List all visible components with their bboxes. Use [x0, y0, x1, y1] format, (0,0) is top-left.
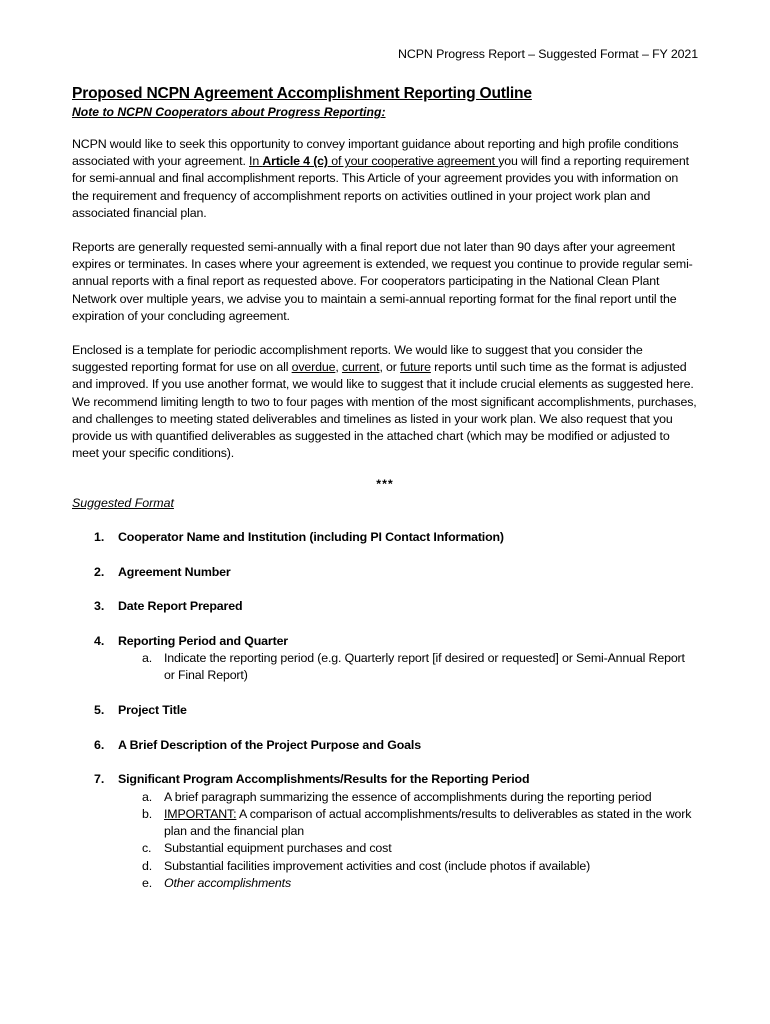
outline-item: 4. Reporting Period and Quarter a. Indicate the reporting period (e.g. Quarterly report [if desired or requested] or Semi-Annual Report or Final Report) — [72, 633, 698, 685]
sub-list — [118, 650, 698, 684]
outline-item: 1. Cooperator Name and Institution (including PI Contact Information) — [94, 529, 504, 544]
outline-item: 2. Agreement Number — [94, 564, 231, 579]
format-outline — [72, 529, 698, 892]
paragraph-1: NCPN would like to seek this opportunity to convey important guidance about reporting and high profile conditions associated with your agreement. In Article 4 (c) of your cooperative agreement you will find a reporting requirement for semi-annual and final accomplishment reports. This Article of your agreement provides you with information on the requirement and frequency of accomplishment reports on activities outlined in your project work plan and associated financial plan. — [72, 137, 689, 220]
outline-item: 5. Project Title — [94, 703, 187, 718]
sub-item: d. Substantial facilities improvement activities and cost (include photos if available) — [142, 858, 591, 873]
sub-item: b. IMPORTANT: A comparison of actual accomplishments/results to deliverables as stated in the work plan and the financial plan — [142, 806, 692, 839]
running-header: NCPN Progress Report – Suggested Format – FY 2021 — [398, 47, 698, 61]
section-separator: *** — [376, 477, 394, 492]
sub-item: c. Substantial equipment purchases and cost — [142, 841, 392, 856]
sub-item: a. A brief paragraph summarizing the essence of accomplishments during the reporting period — [142, 789, 652, 804]
important-label: IMPORTANT: — [164, 806, 237, 821]
outline-item: 6. A Brief Description of the Project Purpose and Goals — [94, 737, 421, 752]
current-term: current — [341, 360, 380, 375]
paragraph-3: Enclosed is a template for periodic accomplishment reports. We would like to suggest that you consider the suggested reporting format for use on all overdue, current, or future reports until such time as the format is adjusted and improved. If you use another format, we would like to suggest that it include crucial elements as suggested here. We recommend limiting length to two to four pages with mention of the most significant accomplishments, purchases, and challenges to meeting stated deliverables and timelines as listed in your work plan. We also request that you provide us with quantified deliverables as suggested in the attached chart (which may be modified or adjusted to meet your specific conditions). — [72, 343, 697, 461]
future-term: future — [400, 360, 431, 375]
document-title: Proposed NCPN Agreement Accomplishment Reporting Outline — [72, 85, 532, 102]
sub-item: e. Other accomplishments — [142, 875, 292, 890]
overdue-term: overdue — [291, 360, 336, 375]
document-body — [72, 84, 698, 909]
suggested-format-label: Suggested Format — [72, 495, 174, 510]
outline-item: 7. Significant Program Accomplishments/Results for the Reporting Period a. A brief paragraph summarizing the essence of accomplishments during the reporting period b. IMPORTANT: A comparison of actual accomplishments/results to deliverables as stated in the work plan and the financial plan c. Substantial equipment purchases and cost d. Substantial facilities improvement activities and cost (include photos if available) e. Other accomplishments — [72, 771, 698, 891]
note-heading: Note to NCPN Cooperators about Progress Reporting: — [72, 105, 386, 119]
sub-list — [118, 789, 698, 892]
sub-item: a. Indicate the reporting period (e.g. Quarterly report [if desired or requested] or Semi-Annual Report or Final Report) — [142, 651, 685, 683]
outline-item: 3. Date Report Prepared — [94, 599, 243, 614]
paragraph-2: Reports are generally requested semi-annually with a final report due not later than 90 days after your agreement expires or terminates. In cases where your agreement is extended, we request you continue to provide regular semi-annual reports with a final report as requested above. For cooperators participating in the National Clean Plant Network over multiple years, we advise you to maintain a semi-annual reporting format for the final report until the expiration of your concluding agreement. — [72, 240, 693, 323]
article-reference: In Article 4 (c) of your cooperative agreement — [249, 154, 499, 169]
